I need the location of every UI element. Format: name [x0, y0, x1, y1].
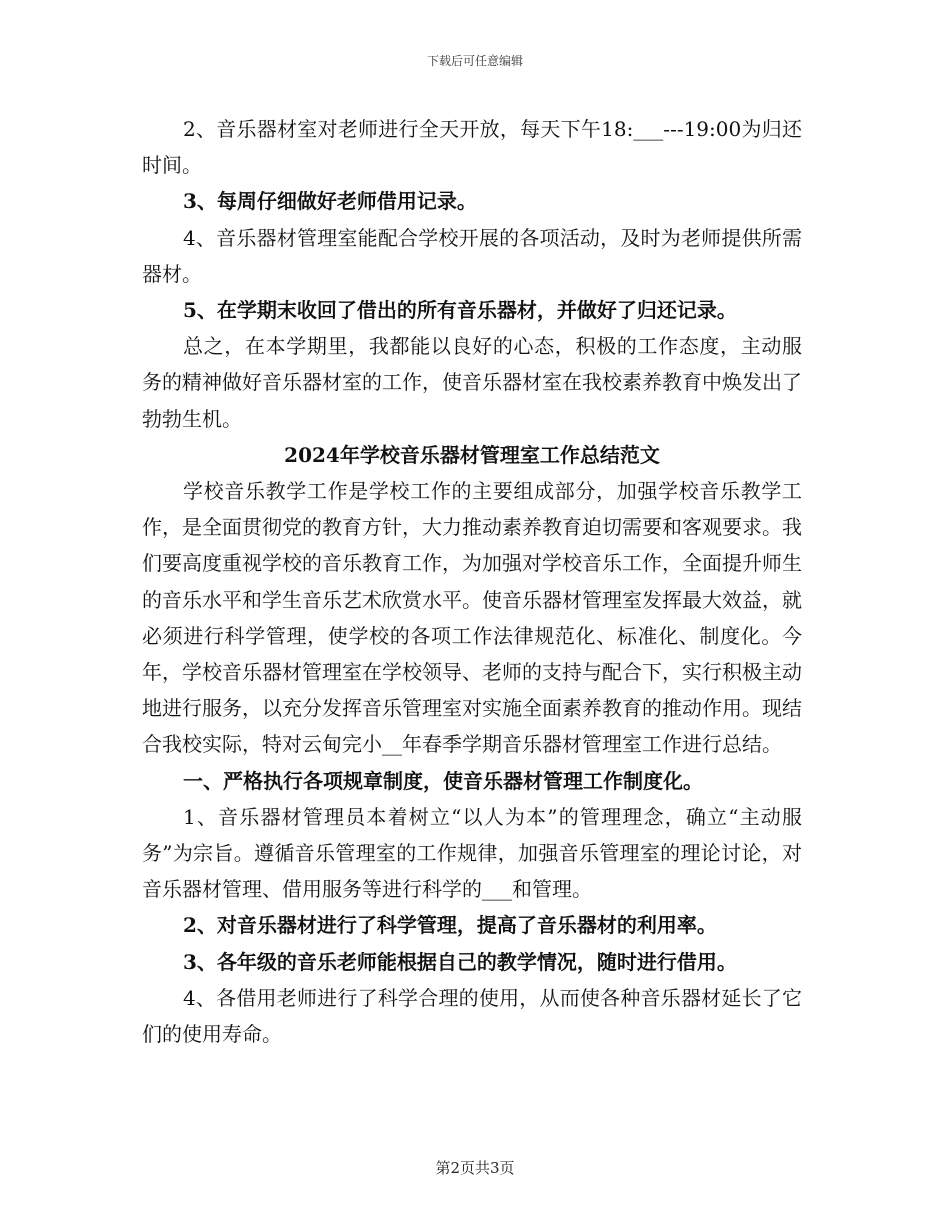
paragraph-term-end: 5、在学期末收回了借出的所有音乐器材，并做好了归还记录。	[183, 298, 737, 323]
section-title: 2024年学校音乐器材管理室工作总结范文	[284, 442, 660, 467]
page-footer: 第2页共3页	[435, 1159, 515, 1177]
paragraph-return-time: 2、音乐器材室对老师进行全天开放，每天下午18:___---19:00为归还时间。	[142, 117, 802, 178]
section-heading-1: 一、严格执行各项规章制度，使音乐器材管理工作制度化。	[183, 768, 703, 793]
document-body	[142, 111, 802, 1052]
paragraph-summary: 总之，在本学期里，我都能以良好的心态，积极的工作态度，主动服务的精神做好音乐器材室的工作，使音乐器材室在我校素养教育中焕发出了勃勃生机。	[142, 334, 802, 431]
paragraph-intro: 学校音乐教学工作是学校工作的主要组成部分，加强学校音乐教学工作，是全面贯彻党的教育方针，大力推动素养教育迫切需要和客观要求。我们要高度重视学校的音乐教育工作，为加强对学校音乐工作，全面提升师生的音乐水平和学生音乐艺术欣赏水平。使音乐器材管理室发挥最大效益，就必须进行科学管理，使学校的各项工作法律规范化、标准化、制度化。今年，学校音乐器材管理室在学校领导、老师的支持与配合下，实行积极主动地进行服务，以充分发挥音乐管理室对实施全面素养教育的推动作用。现结合我校实际，特对云甸完小__年春季学期音乐器材管理室工作进行总结。	[142, 479, 802, 757]
paragraph-item-2: 2、对音乐器材进行了科学管理，提高了音乐器材的利用率。	[183, 913, 717, 938]
paragraph-item-3: 3、各年级的音乐老师能根据自己的教学情况，随时进行借用。	[183, 949, 737, 974]
paragraph-activities: 4、音乐器材管理室能配合学校开展的各项活动，及时为老师提供所需器材。	[142, 225, 802, 286]
paragraph-borrow-record: 3、每周仔细做好老师借用记录。	[183, 189, 477, 214]
paragraph-item-1: 1、音乐器材管理员本着树立“以人为本”的管理理念，确立“主动服务”为宗旨。遵循音乐管理室的工作规律，加强音乐管理室的理论讨论，对音乐器材管理、借用服务等进行科学的___和管理。	[142, 804, 802, 902]
paragraph-item-4: 4、各借用老师进行了科学合理的使用，从而使各种音乐器材延长了它们的使用寿命。	[142, 985, 802, 1047]
page-header: 下载后可任意编辑	[426, 54, 523, 68]
